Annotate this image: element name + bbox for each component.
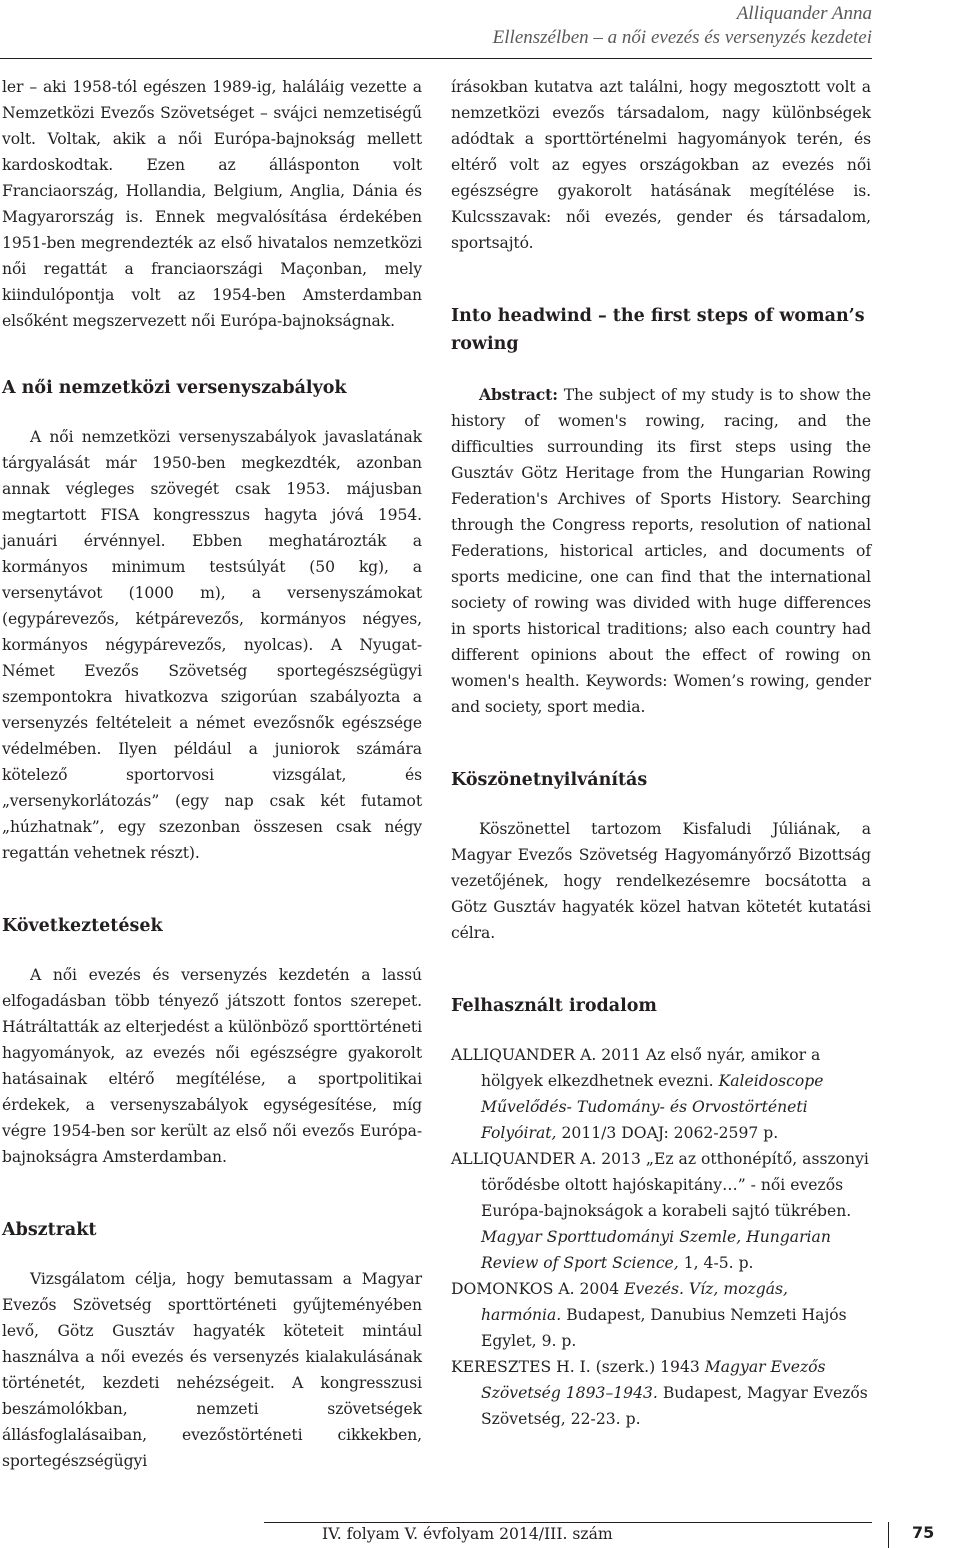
reference-source: Evezés. Víz, mozgás, harmónia. [481,1280,788,1324]
reference-details: 2011/3 DOAJ: 2062-2597 p. [556,1124,779,1142]
reference-text: KERESZTES H. I. (szerk.) 1943 [451,1358,705,1376]
reference-details: Budapest, Danubius Nemzeti Hajós Egylet, 9. p. [481,1306,847,1350]
section-heading-acknowledgements: Köszönetnyilvánítás [451,770,648,790]
reference-details: 1, 4-5. p. [678,1254,754,1272]
reference-item [451,1276,871,1354]
abstract-hu-continued: írásokban kutatva azt találni, hogy megosztott volt a nemzetközi evezős társadalom, nagy különbségek adódtak a sporttörténelmi hagyományok terén, és eltérő volt az egyes országokban az evezés női egészségre gyakorolt hatásának megítélése is. Kulcsszavak: női evezés, gender és társadalom, sportsajtó. [451,78,871,252]
left-column [2,74,422,1474]
reference-text: ALLIQUANDER A. 2011 Az első nyár, amikor a hölgyek elkezdhetnek evezni. [451,1046,821,1090]
abstract-en-paragraph [451,382,871,720]
reference-source: Magyar Evezős Szövetség 1893–1943. [481,1358,826,1402]
running-head-title: Ellenszélben – a női evezés és versenyzés kezdetei [492,27,872,48]
running-head-author: Alliquander Anna [736,3,872,24]
english-title: Into headwind – the first steps of woman’s rowing [451,306,865,354]
right-column [451,74,871,1432]
reference-details: Budapest, Magyar Evezős Szövetség, 22-23. p. [481,1384,868,1428]
reference-list [451,1042,871,1432]
reference-source: Magyar Sporttudományi Szemle, Hungarian Review of Sport Science, [481,1228,831,1272]
abstract-en-label: Abstract: [479,385,558,404]
abstract-hu-paragraph: Vizsgálatom célja, hogy bemutassam a Magyar Evezős Szövetség sporttörténeti gyűjteményében levő, Götz Gusztáv hagyaték köteteit mintául használva a női evezés és versenyzés kialakulásának történetét, kezdeti nehézségeit. A kongresszusi beszámolókban, nemzeti szövetségek állásfoglalásaiban, evezőstörténeti cikkekben, sportegészségügyi [2,1270,422,1470]
reference-source: Kaleidoscope Művelődés- Tudomány- és Orvostörténeti Folyóirat, [481,1072,824,1142]
reference-item [451,1146,871,1276]
reference-item [451,1354,871,1432]
section-heading-conclusions: Következtetések [2,916,163,936]
section-heading-abstract-hu: Absztrakt [2,1220,97,1240]
reference-item [451,1042,871,1146]
intro-paragraph: ler – aki 1958-tól egészen 1989-ig, haláláig vezette a Nemzetközi Evezős Szövetséget – svájci nemzetiségű volt. Voltak, akik a női Európa-bajnokság mellett kardoskodtak. Ezen az állásponton volt Franciaország, Hollandia, Belgium, Anglia, Dánia és Magyarország is. Ennek megvalósítása érdekében 1951-ben megrendezték az első hivatalos nemzetközi női regattát a franciaországi Maçonban, mely kiindulópontja volt az 1954-ben Amsterdamban elsőként megszervezett női Európa-bajnokságnak. [2,78,422,330]
footer-divider [888,1522,889,1548]
section-heading-references: Felhasznált irodalom [451,996,657,1016]
rules-paragraph: A női nemzetközi versenyszabályok javaslatának tárgyalását már 1950-ben megkezdték, azonban annak végleges szövegét csak 1953. májusban megtartott FISA kongresszus hagyta jóvá 1954. januári érvénnyel. Ebben meghatározták a kormányos minimum testsúlyát (50 kg), a versenytávot (1000 m), a versenyszámokat (egypárevezős, kétpárevezős, kormányos négyes, kormányos négypárevezős, nyolcas). A Nyugat-Német Evezős Szövetség sportegészségügyi szempontokra hivatkozva szigorúan szabályozta a versenyzés feltételeit a német evezősnők egészsége védelmében. Ilyen például a juniorok számára kötelező sportorvosi vizsgálat, és „versenykorlátozás” (egy nap csak két futamot „húzhatnak”, egy szezonban összesen csak négy regattán vehetnek részt). [2,428,422,862]
footer-issue: IV. folyam V. évfolyam 2014/III. szám [322,1525,613,1543]
reference-text: ALLIQUANDER A. 2013 „Ez az otthonépítő, asszonyi törődésbe oltott hajóskapitány…” - női evezős Európa-bajnokságok a korabeli sajtó tükrében. [451,1150,869,1220]
section-heading-rules: A női nemzetközi versenyszabályok [2,378,347,398]
reference-text: DOMONKOS A. 2004 [451,1280,625,1298]
abstract-en-text: The subject of my study is to show the history of women's rowing, racing, and the difficulties surrounding its first steps using the Gusztáv Götz Heritage from the Hungarian Rowing Federation's Archives of Sports History. Searching through the Congress reports, resolution of national Federations, historical articles, and documents of sports medicine, one can find that the international society of rowing was divided with huge differences in sports historical traditions; also each country had different opinions about the effect of rowing on women's health. Keywords: Women’s rowing, gender and society, sport media. [451,386,871,716]
running-head [493,2,872,50]
page-number: 75 [912,1523,935,1542]
conclusions-paragraph: A női evezés és versenyzés kezdetén a lassú elfogadásban több tényező játszott fontos szerepet. Hátráltatták az elterjedést a különböző sporttörténeti hagyományok, az evezés női egészségre gyakorolt hatásainak eltérő megítélése, a sportpolitikai érdekek, a versenyszabályok egységesítése, míg végre 1954-ben sor került az első női evezős Európa-bajnokságra Amsterdamban. [2,966,422,1166]
acknowledgements-paragraph: Köszönettel tartozom Kisfaludi Júliának, a Magyar Evezős Szövetség Hagyományőrző Bizottság vezetőjének, hogy rendelkezésemre bocsátotta a Götz Gusztáv hagyaték közel hatvan kötetét kutatási célra. [451,820,871,942]
header-rule [0,58,872,59]
